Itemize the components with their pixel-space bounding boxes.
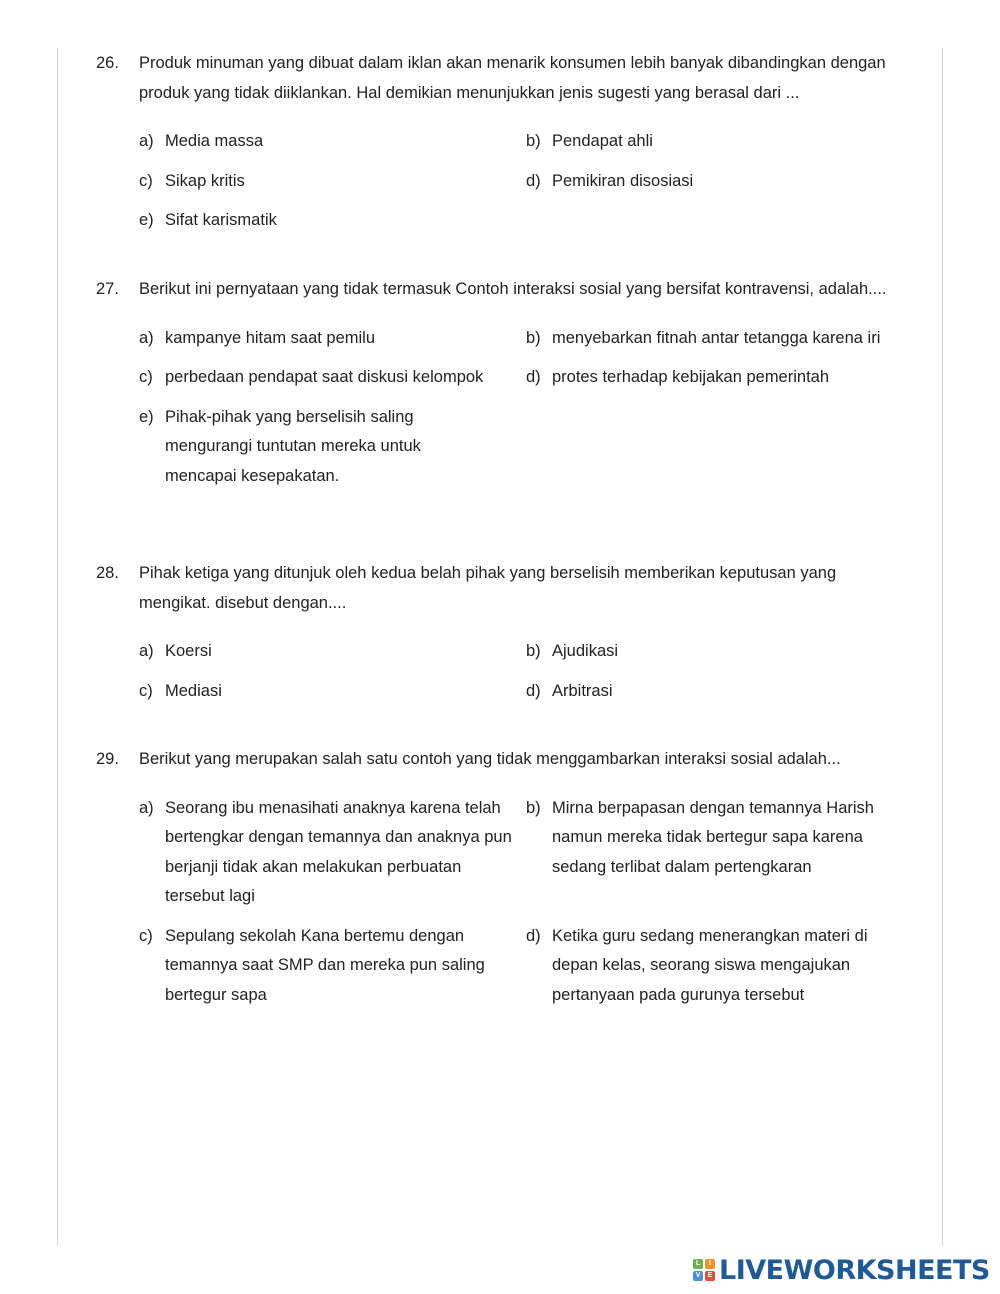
option-letter: e) [139,407,154,426]
option-d[interactable] [526,677,926,707]
question-text: Berikut ini pernyataan yang tidak termasuk Contoh interaksi sosial yang bersifat kontravensi, adalah.... [139,280,887,298]
option-letter: c) [139,926,153,945]
option-text: Ajudikasi [552,642,619,660]
logo-text: LIVEWORKSHEETS [719,1254,990,1286]
option-letter: a) [139,642,154,660]
option-text: Sifat karismatik [165,211,277,229]
option-letter: c) [139,368,153,386]
option-a[interactable] [139,324,526,354]
question-header [96,745,916,775]
option-text: Arbitrasi [552,681,613,700]
logo-mark-cell: E [705,1271,715,1281]
option-c[interactable] [139,363,526,393]
liveworksheets-logo [693,1254,990,1286]
option-letter: d) [526,171,541,190]
option-text: Pemikiran disosiasi [552,171,694,190]
option-letter: b) [526,132,541,150]
option-c[interactable] [139,677,526,707]
question-text: Berikut yang merupakan salah satu contoh yang tidak menggambarkan interaksi sosial adalah... [139,750,841,768]
logo-mark-cell: V [693,1271,703,1281]
question-header [96,49,916,108]
question-header [96,275,916,305]
question-26 [96,49,916,236]
option-e[interactable] [139,403,526,492]
option-letter: b) [526,642,541,660]
question-text: Produk minuman yang dibuat dalam iklan akan menarik konsumen lebih banyak dibandingkan dengan produk yang tidak diiklankan. Hal demikian menunjukkan jenis sugesti yang berasal dari ... [139,54,886,102]
option-letter: b) [526,798,541,817]
option-b[interactable] [526,794,926,912]
question-27 [96,275,916,491]
option-d[interactable] [526,167,926,197]
question-28 [96,559,916,706]
option-a[interactable] [139,127,526,157]
question-number: 27. [96,280,119,298]
option-letter: d) [526,368,541,386]
option-a[interactable] [139,794,526,912]
option-letter: d) [526,926,541,945]
option-letter: e) [139,211,154,229]
option-letter: d) [526,681,541,700]
option-b[interactable] [526,324,926,354]
option-b[interactable] [526,637,926,667]
question-number: 28. [96,564,119,582]
option-letter: a) [139,132,154,150]
option-text: protes terhadap kebijakan pemerintah [552,368,830,386]
answer-options [139,127,916,236]
option-letter: b) [526,328,541,347]
option-letter: c) [139,171,153,190]
question-number: 26. [96,54,119,72]
option-text: Sikap kritis [165,171,245,190]
option-letter: c) [139,681,153,700]
option-letter: a) [139,798,154,817]
option-text: Media massa [165,132,264,150]
option-text: Pihak-pihak yang berselisih saling mengurangi tuntutan mereka untuk mencapai kesepakatan. [165,407,421,485]
option-text: Ketika guru sedang menerangkan materi di depan kelas, seorang siswa mengajukan pertanyaan pada gurunya tersebut [552,926,868,1004]
logo-mark-icon [693,1259,715,1281]
page-border-right [942,48,943,1246]
option-text: kampanye hitam saat pemilu [165,328,376,347]
question-header [96,559,916,618]
answer-options [139,637,916,706]
option-a[interactable] [139,637,526,667]
option-text: Koersi [165,642,212,660]
option-text: Sepulang sekolah Kana bertemu dengan temannya saat SMP dan mereka pun saling bertegur sapa [165,926,485,1004]
question-number: 29. [96,750,119,768]
option-c[interactable] [139,167,526,197]
logo-mark-cell: L [693,1259,703,1269]
option-text: Mirna berpapasan dengan temannya Harish namun mereka tidak bertegur sapa karena sedang terlibat dalam pertengkaran [552,798,874,876]
option-d[interactable] [526,922,926,1011]
option-b[interactable] [526,127,926,157]
option-text: Pendapat ahli [552,132,653,150]
answer-options [139,324,916,492]
option-text: menyebarkan fitnah antar tetangga karena iri [552,328,881,347]
answer-options [139,794,916,1011]
page-border-left [57,48,58,1246]
option-e[interactable] [139,206,526,236]
logo-mark-cell: I [705,1259,715,1269]
option-text: Seorang ibu menasihati anaknya karena telah bertengkar dengan temannya dan anaknya pun berjanji tidak akan melakukan perbuatan tersebut lagi [165,798,512,905]
option-c[interactable] [139,922,526,1011]
option-text: perbedaan pendapat saat diskusi kelompok [165,368,484,386]
option-letter: a) [139,328,154,347]
question-29 [96,745,916,1010]
option-d[interactable] [526,363,926,393]
question-text: Pihak ketiga yang ditunjuk oleh kedua belah pihak yang berselisih memberikan keputusan yang mengikat. disebut dengan.... [139,564,837,612]
option-text: Mediasi [165,681,222,700]
